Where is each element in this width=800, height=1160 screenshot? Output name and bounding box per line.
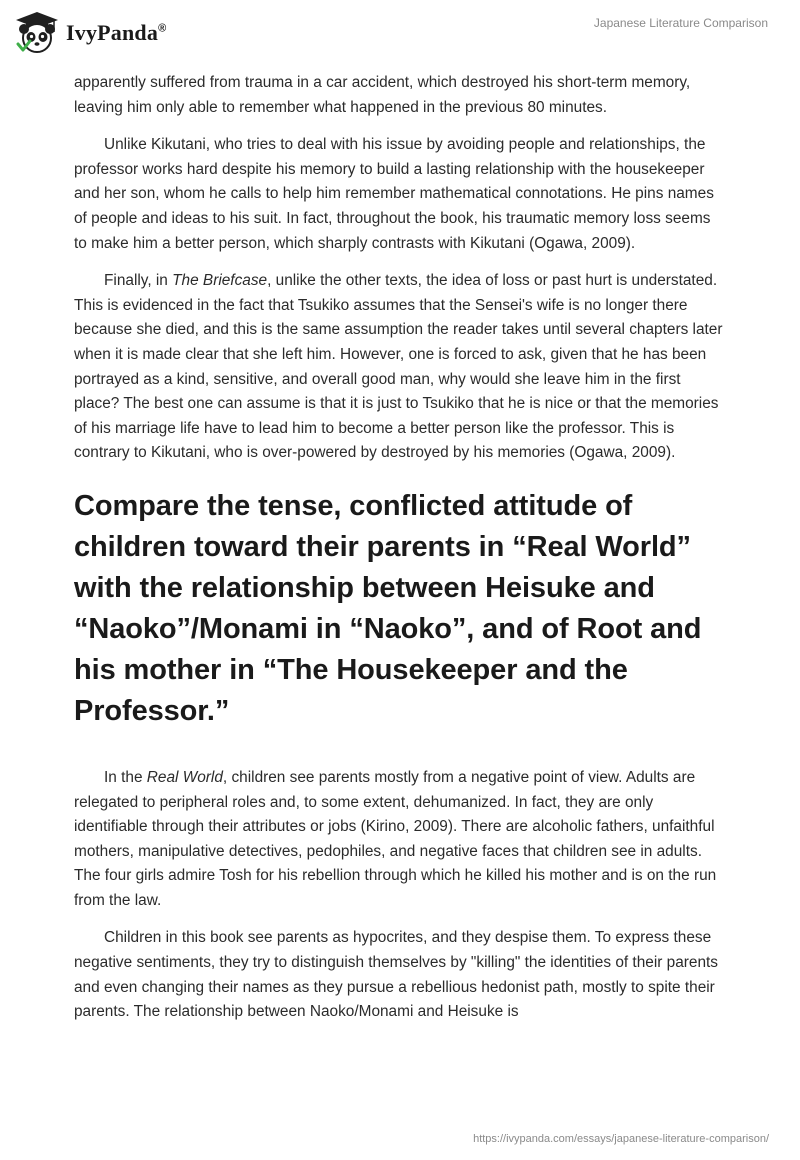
paragraph: Children in this book see parents as hypocrites, and they despise them. To express these negative sentiments, they try to distinguish themselves by "killing" the identities of their parents and even changing their names as they pursue a rebellious hedonist path, mostly to spite their parents. The relationship between Naoko/Monami and Heisuke is <box>74 929 718 1021</box>
document-title: Japanese Literature Comparison <box>593 16 768 30</box>
brand-name: IvyPanda® <box>66 20 167 45</box>
registered-mark: ® <box>158 22 167 35</box>
essay-content <box>74 71 724 1038</box>
paragraph: Unlike Kikutani, who tries to deal with his issue by avoiding people and relationships, the professor works hard despite his memory to build a lasting relationship with the housekeeper and her son, whom he calls to help him remember mathematical connotations. He pins names of people and ideas to his suit. In fact, throughout the book, his traumatic memory loss seems to make him a better person, which sharply contrasts with Kikutani (Ogawa, 2009). <box>74 136 714 252</box>
book-title: The Briefcase <box>172 272 268 290</box>
paragraph: In the Real World, children see parents mostly from a negative point of view. Adults are relegated to peripheral roles and, to some extent, dehumanized. In fact, they are only identifiable through their attributes or jobs (Kirino, 2009). There are alcoholic fathers, unfaithful mothers, manipulative detectives, pedophiles, and negative faces that children see in adults. The four girls admire Tosh for his rebellion through which he killed his mother and is on the run from the law. <box>74 768 717 909</box>
page-header <box>0 0 800 72</box>
brand-logo[interactable] <box>14 10 166 56</box>
section-heading: Compare the tense, conflicted attitude of children toward their parents in “Real World” with the relationship between Heisuke and “Naoko”/Monami in “Naoko”, and of Root and his mother in “The Housekeeper and the Professor.” <box>74 489 702 727</box>
paragraph: Finally, in The Briefcase, unlike the other texts, the idea of loss or past hurt is understated. This is evidenced in the fact that Tsukiko assumes that the Sensei's wife is no longer there because she died, and this is the same assumption the reader takes until several chapters later when it is made clear that she left him. However, one is forced to ask, given that he has been portrayed as a kind, sensitive, and overall good man, why would she leave him in the first place? The best one can assume is that it is just to Tsukiko that he is nice or that the memories of his marriage life have to lead him to become a better person like the professor. This is contrary to Kikutani, who is over-powered by destroyed by his memories (Ogawa, 2009). <box>74 272 723 462</box>
paragraph: apparently suffered from trauma in a car accident, which destroyed his short-term memory, leaving him only able to remember what happened in the previous 80 minutes. <box>74 74 691 116</box>
book-title: Real World <box>146 768 223 786</box>
source-url[interactable]: https://ivypanda.com/essays/japanese-literature-comparison/ <box>473 1133 769 1145</box>
panda-graduate-icon <box>14 10 60 56</box>
